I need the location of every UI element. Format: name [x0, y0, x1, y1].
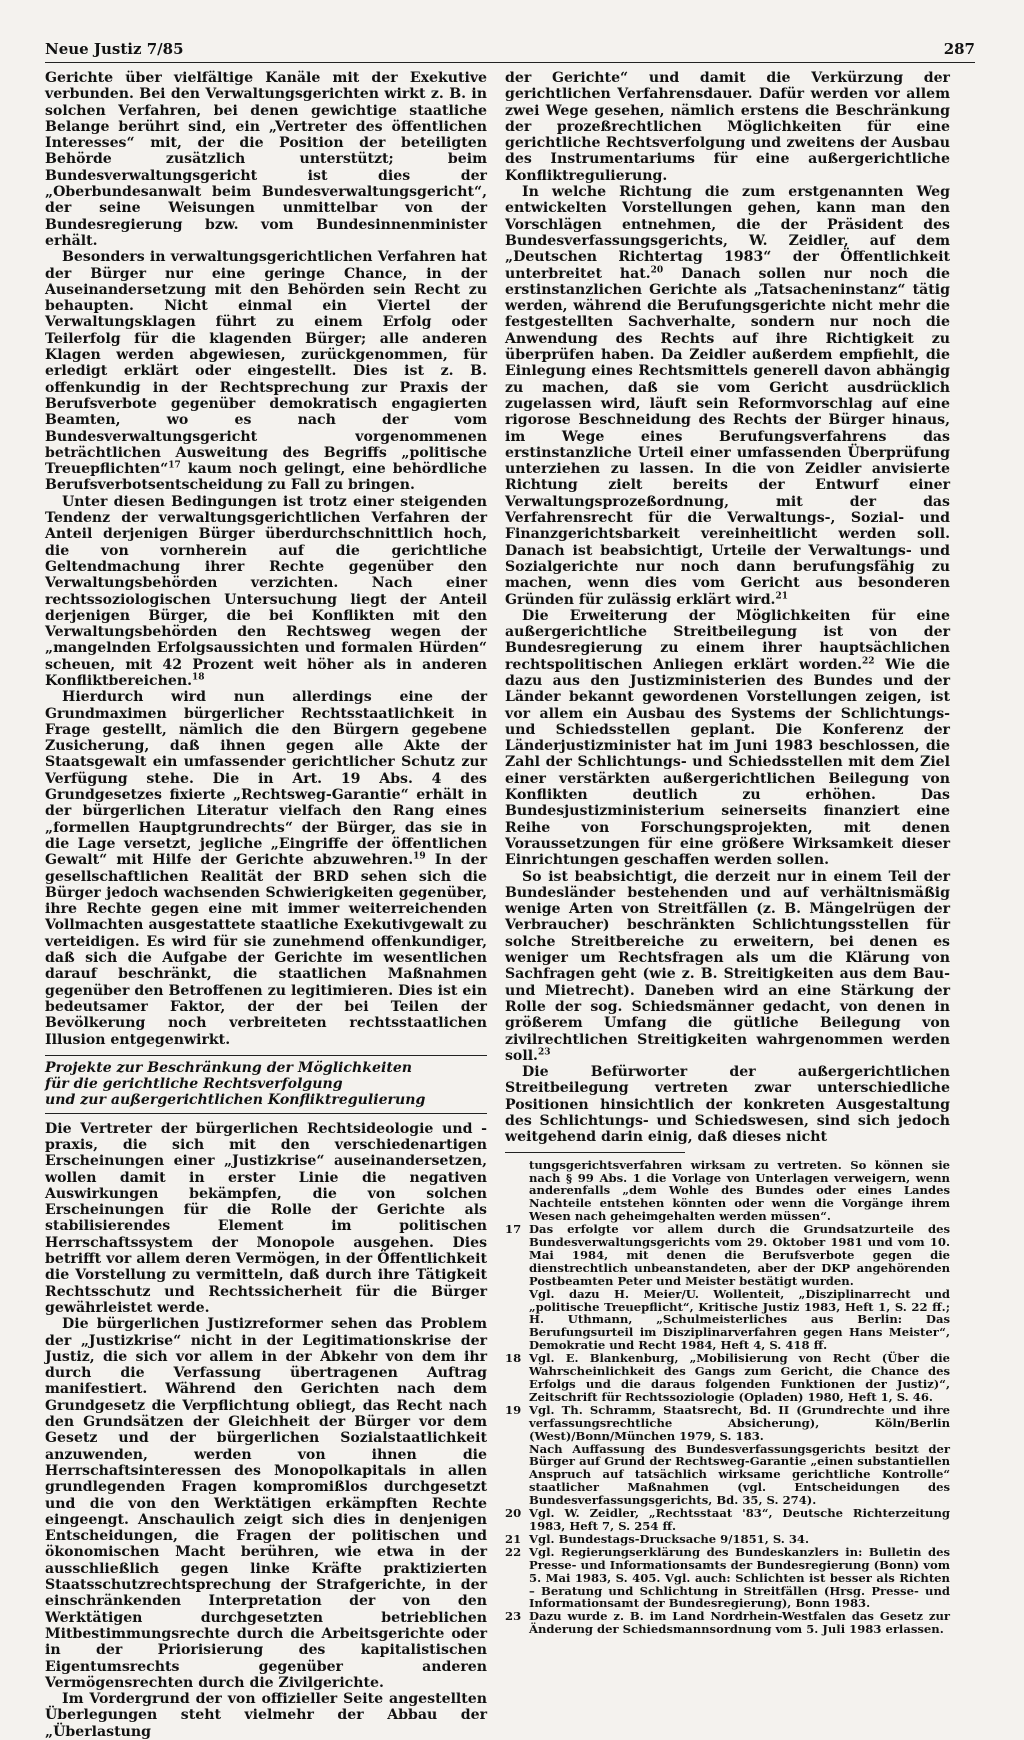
footnote [505, 1404, 950, 1443]
footnote-number: 21 [505, 1531, 522, 1546]
paragraph [505, 869, 950, 1065]
paragraph [45, 249, 487, 493]
paragraph [505, 70, 950, 184]
page-header [45, 40, 975, 62]
footnote-text: Dazu wurde z. B. im Land Nordrhein-Westfalen das Gesetz zur Änderung der Schiedsmannsordnung vom 5. Juli 1983 erlassen. [529, 1609, 950, 1637]
footnote [505, 1507, 950, 1533]
footnote-text: Vgl. Regierungserklärung des Bundeskanzlers in: Bulletin des Presse- und Informationsamts der Bundesregierung (Bonn) vom 5. Mai 1983, S. 405. Vgl. auch: Schlichten ist besser als Richten – Beratung und Schlichtung in Streitfällen (Hrsg. Presse- und Informationsamt der Bundesregierung), Bonn 1983. [529, 1544, 950, 1611]
paragraph-text: Die Vertreter der bürgerlichen Rechtsideologie und -praxis, die sich mit den verschiedenartigen Erscheinungen einer „Justizkrise“ auseinandersetzen, wollen damit in erster Linie die negativen Auswirkungen bekämpfen, die von solchen Erscheinungen für die Rolle der Gerichte als stabilisierendes Element im politischen Herrschaftssystem der Monopole ausgehen. Dies betrifft vor allem deren Vermögen, in der Öffentlichkeit die Vorstellung zu vermitteln, daß durch ihre Tätigkeit Rechtsschutz und Rechtssicherheit für die Bürger gewährleistet werde. [45, 1120, 487, 1316]
paragraph-text: Die Erweiterung der Möglichkeiten für eine außergerichtliche Streitbeilegung ist von der Bundesregierung zu einem ihrer hauptsächlichen rechtspolitischen Anliegen erklärt worden. [505, 607, 950, 673]
page-number: 287 [943, 40, 975, 58]
section-heading-box [45, 1055, 487, 1114]
left-body-bottom [45, 1121, 487, 1740]
footnote [505, 1288, 950, 1353]
paragraph [505, 608, 950, 869]
footnote-number: 19 [505, 1402, 522, 1417]
footnote-text: Nach Auffassung des Bundesverfassungsgerichts besitzt der Bürger auf Grund der Rechtsweg-Garantie „einen substantiellen Anspruch auf tatsächlich wirksame gerichtliche Kontrolle“ staatlicher Maßnahmen (vgl. Entscheidungen des Bundesverfassungsgerichts, Bd. 35, S. 274). [529, 1441, 950, 1508]
footnote-text: Vgl. E. Blankenburg, „Mobilisierung von Recht (Über die Wahrscheinlichkeit des Gangs zum Gericht, die Chance des Erfolgs und die daraus folgenden Funktionen der Justiz)“, Zeitschrift für Rechtssoziologie (Opladen) 1980, Heft 1, S. 46. [529, 1351, 950, 1404]
footnotes [505, 1159, 950, 1637]
footnote [505, 1223, 950, 1288]
left-body-top [45, 70, 487, 1048]
section-heading-line: und zur außergerichtlichen Konfliktregulierung [45, 1092, 426, 1109]
footnote-number: 23 [505, 1609, 522, 1624]
footnote [505, 1546, 950, 1611]
paragraph-text: Gerichte über vielfältige Kanäle mit der Exekutive verbunden. Bei den Verwaltungsgerichten wirkt z. B. in solchen Verfahren, bei denen gewichtige staatliche Belange berührt sind, ein „Vertreter des öffentlichen Interesses“ mit, der die Position der beteiligten Behörde zusätzlich unterstützt; beim Bundesverwaltungsgericht ist dies der „Oberbundesanwalt beim Bundesverwaltungsgericht“, der seine Weisungen unmittelbar von der Bundesregierung bzw. vom Bundesinnenminister erhält. [45, 70, 487, 249]
footnote-reference: 19 [413, 851, 426, 862]
footnote-text: Vgl. Th. Schramm, Staatsrecht, Bd. II (Grundrechte und ihre verfassungsrechtliche Absicherung), Köln/Berlin (West)/Bonn/München 1979, S. 183. [529, 1402, 950, 1443]
header-rule [45, 62, 975, 63]
paragraph [45, 494, 487, 690]
footnote-text: Das erfolgte vor allem durch die Grundsatzurteile des Bundesverwaltungsgerichts vom 29. Oktober 1981 und vom 10. Mai 1984, mit denen die Berufsverbote gegen die dienstrechtlich unbeanstandeten, aber der DKP angehörenden Postbeamten Peter und Meister bestätigt wurden. [529, 1222, 950, 1288]
paragraph-text: In der gesellschaftlichen Realität der BRD sehen sich die Bürger jedoch wachsenden Schwierigkeiten gegenüber, ihre Rechte gegen eine mit immer weiterreichenden Vollmachten ausgestattete staatliche Exekutivgewalt zu verteidigen. Es wird für sie zunehmend offenkundiger, daß sich die Aufgabe der Gerichte im wesentlichen darauf beschränkt, die staatlichen Maßnahmen gegenüber den Betroffenen zu legitimieren. Dies ist ein bedeutsamer Faktor, der der bei Teilen der Bevölkerung noch verbreiteten rechtsstaatlichen Illusion entgegenwirkt. [45, 852, 487, 1048]
paragraph-text: der Gerichte“ und damit die Verkürzung der gerichtlichen Verfahrensdauer. Dafür werden vor allem zwei Wege gesehen, nämlich erstens die Beschränkung der prozeßrechtlichen Möglichkeiten für eine gerichtliche Rechtsverfolgung und zweitens der Ausbau des Instrumentariums für eine außergerichtliche Konfliktregulierung. [505, 70, 950, 184]
left-column [45, 70, 487, 1740]
footnote [505, 1159, 950, 1224]
footnote-text: tungsgerichtsverfahren wirksam zu vertreten. So können sie nach § 99 Abs. 1 die Vorlage von Unterlagen verweigern, wenn anderenfalls „dem Wohle des Bundes oder eines Landes Nachteile entstehen könnten oder wenn die Vorgänge ihrem Wesen nach geheimgehalten werden müssen“. [529, 1157, 950, 1224]
footnote-rule [505, 1152, 685, 1153]
paragraph-text: Danach sollen nur noch die erstinstanzlichen Gerichte als „Tatsacheninstanz“ tätig werden, während die Berufungsgerichte nicht mehr die festgestellten Sachverhalte, sondern nur noch die Anwendung des Rechts auf ihre Richtigkeit zu überprüfen haben. Da Zeidler außerdem empfiehlt, die Einlegung eines Rechtsmittels generell davon abhängig zu machen, daß sie vom Gericht ausdrücklich zugelassen wird, läuft sein Reformvorschlag auf eine rigorose Beschneidung des Rechts der Bürger hinaus, im Wege eines Berufungsverfahrens das erstinstanzliche Urteil einer umfassenden Überprüfung unterziehen zu lassen. In die von Zeidler anvisierte Richtung zielt bereits der Entwurf einer Verwaltungsprozeßordnung, mit der das Verfahrensrecht für die Verwaltungs-, Sozial- und Finanzgerichtsbarkeit vereinheitlicht werden soll. Danach ist beabsichtigt, Urteile der Verwaltungs- und Sozialgerichte nur noch dann berufungsfähig zu machen, wenn dies vom Gericht aus besonderen Gründen für zulässig erklärt wird. [505, 265, 951, 608]
footnote-reference: 21 [775, 590, 788, 601]
right-column [505, 70, 950, 1636]
paragraph [45, 689, 487, 1048]
journal-title: Neue Justiz 7/85 [45, 40, 184, 58]
footnote [505, 1443, 950, 1508]
paragraph-text: Die bürgerlichen Justizreformer sehen das Problem der „Justizkrise“ nicht in der Legitimationskrise der Justiz, die sich vor allem in der Abkehr von dem ihr durch die Verfassung übertragenen Auftrag manifestiert. Während den Gerichten nach dem Grundgesetz die Verpflichtung obliegt, das Recht nach den Grundsätzen der Gleichheit der Bürger vor dem Gesetz und der bürgerlichen Sozialstaatlichkeit anzuwenden, werden von ihnen die Herrschaftsinteressen des Monopolkapitals in allen grundlegenden Fragen kompromißlos durchgesetzt und die von den Werktätigen erkämpften Rechte eingeengt. Anschaulich zeigt sich dies in denjenigen Entscheidungen, die Fragen der politischen und ökonomischen Macht berühren, wie etwa in der ausschließlich gegen linke Kräfte praktizierten Staatsschutzrechtsprechung der Strafgerichte, in der einschränkenden Interpretation der von den Werktätigen durchgesetzten betrieblichen Mitbestimmungsrechte durch die Arbeitsgerichte oder in der Priorisierung des kapitalistischen Eigentumsrechts gegenüber anderen Vermögensrechten durch die Zivilgerichte. [45, 1316, 487, 1691]
footnote-number: 22 [505, 1544, 522, 1559]
footnote-number: 18 [505, 1351, 522, 1366]
paragraph [45, 1691, 487, 1740]
paragraph-text: kaum noch gelingt, eine behördliche Berufsverbotsentscheidung zu Fall zu bringen. [45, 461, 487, 494]
section-heading-line: für die gerichtliche Rechtsverfolgung [45, 1076, 343, 1093]
footnote-text: Vgl. W. Zeidler, „Rechtsstaat '83“, Deutsche Richterzeitung 1983, Heft 7, S. 254 ff. [529, 1506, 950, 1533]
paragraph-text: Unter diesen Bedingungen ist trotz einer steigenden Tendenz der verwaltungsgerichtlichen Verfahren der Anteil derjenigen Bürger überdurchschnittlich hoch, die von vornherein auf die gerichtliche Geltendmachung ihrer Rechte gegenüber den Verwaltungsbehörden verzichten. Nach einer rechtssoziologischen Untersuchung liegt der Anteil derjenigen Bürger, die bei Konflikten mit den Verwaltungsbehörden den Rechtsweg wegen der „mangelnden Erfolgsaussichten und formalen Hürden“ scheuen, mit 42 Prozent weit höher als in anderen Konfliktbereichen. [45, 493, 487, 689]
footnote-text: Vgl. dazu H. Meier/U. Wollenteit, „Disziplinarrecht und „politische Treuepflicht“, Kritische Justiz 1983, Heft 1, S. 22 ff.; H. Uthmann, „Schulmeisterliches aus Berlin: Das Berufungsurteil im Disziplinarverfahren gegen Hans Meister“, Demokratie und Recht 1984, Heft 4, S. 418 ff. [529, 1286, 950, 1353]
paragraph-text: Die Befürworter der außergerichtlichen Streitbeilegung vertreten zwar unterschiedliche Positionen hinsichtlich der konkreten Ausgestaltung des Schlichtungs- und Schiedswesen, sind sich jedoch weitgehend darin einig, daß dieses nicht [505, 1064, 950, 1146]
paragraph-text: Im Vordergrund der von offizieller Seite angestellten Überlegungen steht vielmehr der Abbau der „Überlastung [45, 1691, 487, 1740]
paragraph-text: Wie die dazu aus den Justizministerien des Bundes und der Länder bekannt gewordenen Vorstellungen zeigen, ist vor allem ein Ausbau des Systems der Schlichtungs- und Schiedsstellen geplant. Die Konferenz der Länderjustizminister hat im Juni 1983 beschlossen, die Zahl der Schlichtungs- und Schiedsstellen mit dem Ziel einer verstärkten außergerichtlichen Beilegung von Konflikten deutlich zu erhöhen. Das Bundesjustizministerium seinerseits finanziert eine Reihe von Forschungsprojekten, mit denen Voraussetzungen für eine größere Wirksamkeit dieser Einrichtungen geschaffen werden sollen. [505, 656, 950, 869]
paragraph [505, 184, 950, 608]
footnote-reference: 22 [862, 656, 875, 666]
paragraph [45, 1316, 487, 1691]
paragraph-text: Hierdurch wird nun allerdings eine der Grundmaximen bürgerlicher Rechtsstaatlichkeit in Frage gestellt, nämlich die den Bürgern gegebene Zusicherung, daß ihnen gegen alle Akte der Staatsgewalt ein umfassender gerichtlicher Schutz zur Verfügung stehe. Die in Art. 19 Abs. 4 des Grundgesetzes fixierte „Rechtsweg-Garantie“ erhält in der bürgerlichen Literatur vielfach den Rang eines „formellen Hauptgrundrechts“ der Bürger, das sie in die Lage versetzt, jegliche „Eingriffe der öffentlichen Gewalt“ mit Hilfe der Gerichte abzuwehren. [45, 689, 487, 869]
footnote [505, 1533, 950, 1546]
paragraph [45, 70, 487, 249]
footnote-reference: 20 [650, 264, 664, 275]
footnote-number: 17 [505, 1222, 522, 1237]
footnote-reference: 18 [191, 672, 205, 683]
footnote-text: Vgl. Bundestags-Drucksache 9/1851, S. 34. [529, 1531, 810, 1546]
footnote-reference: 17 [168, 460, 181, 471]
paragraph-text: In welche Richtung die zum erstgenannten Weg entwickelten Vorstellungen gehen, kann man den Vorschlägen entnehmen, die der Präsident des Bundesverfassungsgerichts, W. Zeidler, auf dem „Deutschen Richtertag 1983“ der Öffentlichkeit unterbreitet hat. [505, 184, 950, 282]
paragraph-text: So ist beabsichtigt, die derzeit nur in einem Teil der Bundesländer bestehenden und auf verhältnismäßig wenige Arten von Streitfällen (z. B. Mängelrügen der Verbraucher) beschränkten Schlichtungsstellen für solche Streitbereiche zu erweitern, bei denen es weniger um Rechtsfragen als um die Klärung von Sachfragen geht (wie z. B. Streitigkeiten aus dem Bau- und Mietrecht). Daneben wird an eine Stärkung der Rolle der sog. Schiedsmänner gedacht, von denen in größerem Umfang die gütliche Beilegung von zivilrechtlichen Streitigkeiten wahrgenommen werden soll. [505, 868, 950, 1064]
footnote-reference: 23 [537, 1047, 551, 1058]
footnote-number: 20 [505, 1506, 522, 1521]
section-heading-line: Projekte zur Beschränkung der Möglichkeiten [45, 1059, 413, 1076]
right-body [505, 70, 950, 1146]
paragraph [45, 1121, 487, 1317]
footnote [505, 1352, 950, 1404]
footnote [505, 1610, 950, 1636]
paragraph [505, 1064, 950, 1145]
paragraph-text: Besonders in verwaltungsgerichtlichen Verfahren hat der Bürger nur eine geringe Chance, in der Auseinandersetzung mit den Behörden sein Recht zu behaupten. Nicht einmal ein Viertel der Verwaltungsklagen führt zu einem Erfolg oder Teilerfolg für die klagenden Bürger; alle anderen Klagen werden abgewiesen, zurückgenommen, für erledigt erklärt oder eingestellt. Dies ist z. B. offenkundig in der Rechtsprechung zur Praxis der Berufsverbote gegenüber demokratisch engagierten Beamten, wo es nach der vom Bundesverwaltungsgericht vorgenommenen beträchtlichen Ausweitung des Begriffs „politische Treuepflichten“ [45, 249, 487, 478]
